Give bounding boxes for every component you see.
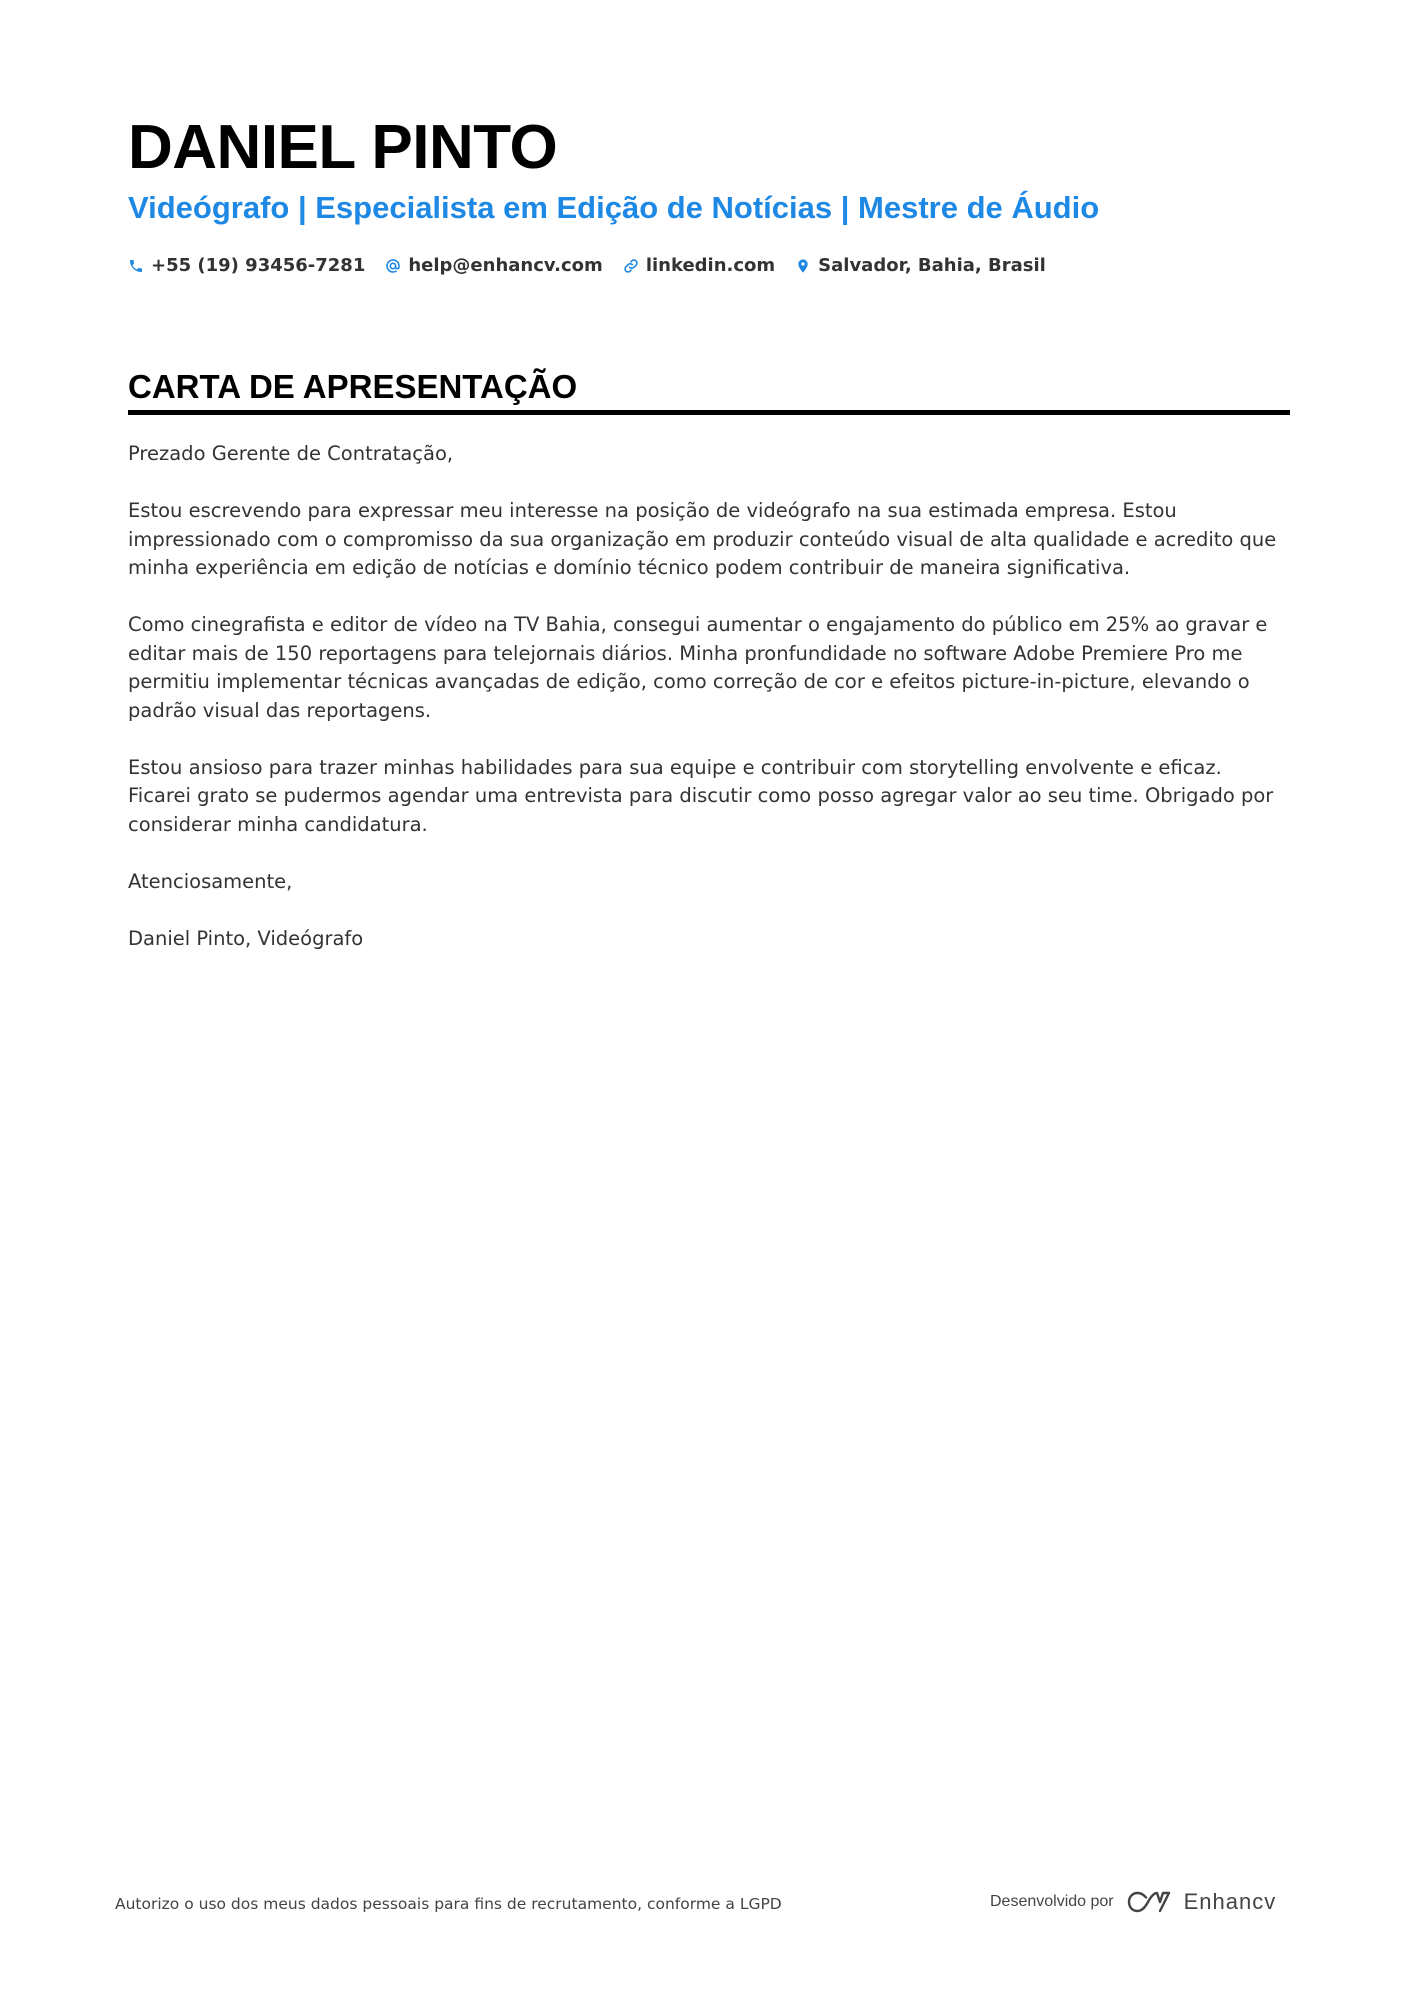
letter-paragraph: Estou ansioso para trazer minhas habilidades para sua equipe e contribuir com storytelling envolvente e eficaz. Ficarei grato se pudermos agendar uma entrevista para discutir como posso agregar valor ao seu time. Obrigado por considerar minha candidatura. xyxy=(128,755,1274,836)
linkedin-text: linkedin.com xyxy=(645,255,776,276)
footer-brand[interactable] xyxy=(990,1888,1276,1916)
powered-by-label: Desenvolvido por xyxy=(990,1893,1114,1910)
contact-location xyxy=(795,255,1046,276)
link-icon xyxy=(623,258,639,274)
candidate-name: DANIEL PINTO xyxy=(128,113,558,182)
section-divider xyxy=(128,410,1290,415)
brand-name: Enhancv xyxy=(1183,1889,1277,1914)
location-pin-icon xyxy=(795,258,811,274)
phone-text: +55 (19) 93456-7281 xyxy=(151,255,366,276)
letter-salutation: Prezado Gerente de Contratação, xyxy=(128,442,454,465)
phone-icon xyxy=(128,258,144,274)
letter-closing: Atenciosamente, xyxy=(128,869,293,893)
contact-phone[interactable] xyxy=(128,255,365,276)
enhancv-logo-icon xyxy=(1126,1888,1174,1916)
contact-email[interactable] xyxy=(385,255,602,276)
candidate-headline: Videógrafo | Especialista em Edição de Notícias | Mestre de Áudio xyxy=(128,190,1100,225)
letter-body xyxy=(128,440,1290,982)
email-text: help@enhancv.com xyxy=(408,255,603,276)
at-icon xyxy=(385,258,401,274)
letter-paragraph: Como cinegrafista e editor de vídeo na TV Bahia, consegui aumentar o engajamento do público em 25% ao gravar e editar mais de 150 reportagens para telejornais diários. Minha pronfundidade no software Adobe Premiere Pro me permitiu implementar técnicas avançadas de edição, como correção de cor e efeitos picture-in-picture, elevando o padrão visual das reportagens. xyxy=(128,613,1268,722)
location-text: Salvador, Bahia, Brasil xyxy=(818,255,1046,276)
section-title: CARTA DE APRESENTAÇÃO xyxy=(128,368,578,405)
contact-linkedin[interactable] xyxy=(623,255,775,276)
footer-consent: Autorizo o uso dos meus dados pessoais para fins de recrutamento, conforme a LGPD xyxy=(115,1895,782,1913)
letter-signature: Daniel Pinto, Videógrafo xyxy=(128,926,364,950)
letter-paragraph: Estou escrevendo para expressar meu interesse na posição de videógrafo na sua estimada empresa. Estou impressionado com o compromisso da sua organização em produzir conteúdo visual de alta qualidade e acredito que minha experiência em edição de notícias e domínio técnico podem contribuir de maneira significativa. xyxy=(128,499,1277,579)
contact-bar xyxy=(128,255,1066,276)
